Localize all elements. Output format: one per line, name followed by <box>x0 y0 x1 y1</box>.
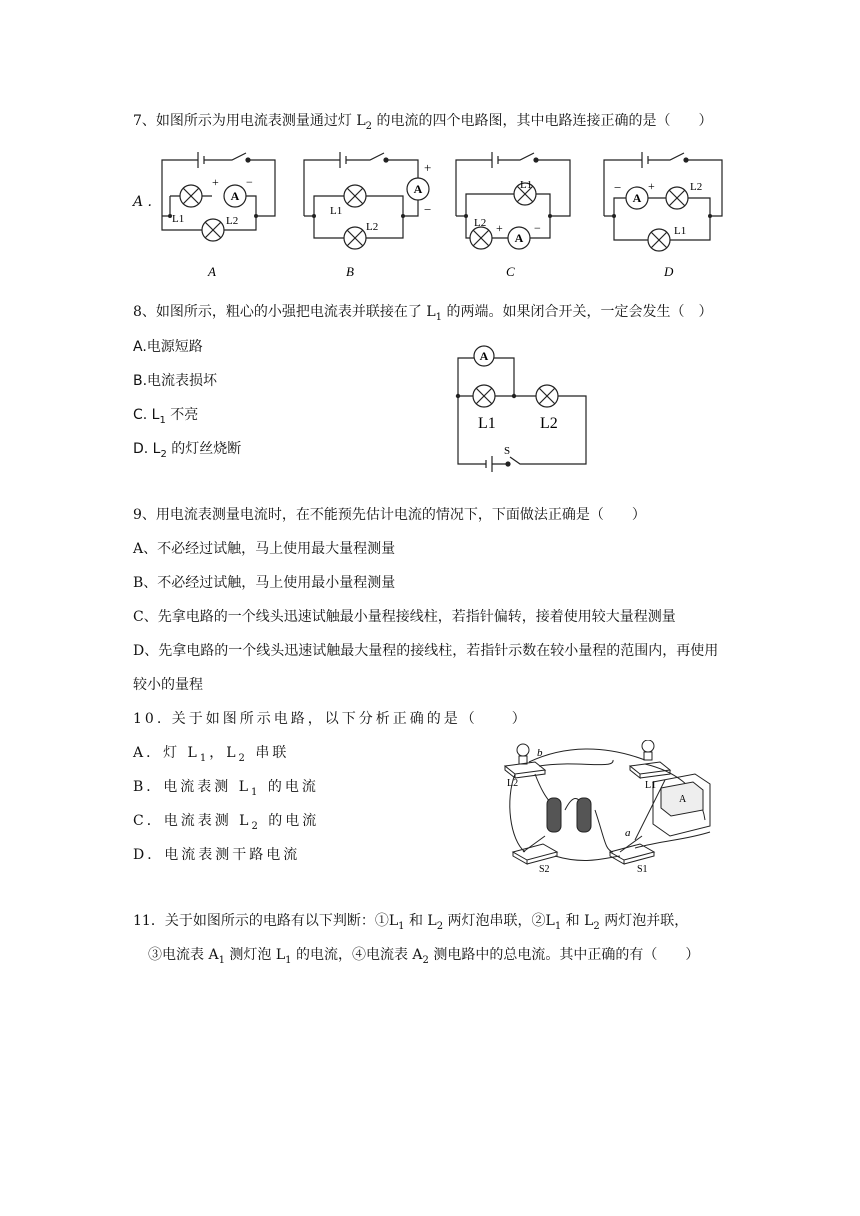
q8-option-d: D. $L_2$ 的灯丝烧断 <box>133 441 242 460</box>
bulb-label-l2: L2 <box>507 778 519 789</box>
ammeter-label: A <box>413 182 423 196</box>
q7-prefix: A . <box>133 194 153 210</box>
q9-option-b: B、不必经过试触，马上使用最小量程测量 <box>133 575 396 591</box>
lamp-label-l1: L1 <box>478 415 496 432</box>
q9-question: 9、用电流表测量电流时，在不能预先估计电流的情况下，下面做法正确是（ ） <box>133 507 646 523</box>
caption-c: C <box>506 264 515 279</box>
q10-option-d: D．电流表测干路电流 <box>133 847 301 863</box>
minus-sign: − <box>246 175 253 189</box>
caption-b: B <box>346 264 354 279</box>
q7-circuit-b <box>298 148 438 280</box>
q10-option-b: B．电流表测 $L_1$ 的电流 <box>133 779 319 798</box>
lamp-label-l2: L2 <box>474 217 487 229</box>
ammeter-label: A <box>514 231 524 245</box>
plus-sign: + <box>496 221 503 235</box>
q10-option-a: A．灯 $L_1$，$L_2$ 串联 <box>133 745 290 764</box>
plus-sign: + <box>212 175 219 189</box>
caption-a: A <box>208 264 216 279</box>
q8-option-c: C. $L_1$ 不亮 <box>133 407 199 426</box>
q9-option-d-cont: 较小的量程 <box>133 677 203 693</box>
lamp-label-l1: L1 <box>172 213 185 225</box>
switch-label-s2: S2 <box>539 864 550 875</box>
q7-question: 7、如图所示为用电流表测量通过灯 $L_2$ 的电流的四个电路图，其中电路连接正确的是（ ） <box>133 113 713 132</box>
lamp-label-l1: L1 <box>520 179 533 191</box>
ammeter-label: A <box>632 191 642 205</box>
q9-option-c: C、先拿电路的一个线头迅速试触最小量程接线柱，若指针偏转，接着使用较大量程测量 <box>133 609 676 625</box>
minus-sign: − <box>534 221 541 235</box>
ammeter-label: A <box>679 794 687 805</box>
q7-circuit-d <box>600 148 730 280</box>
q8-option-a: A.电源短路 <box>133 339 203 355</box>
q8-question: 8、如图所示，粗心的小强把电流表并联接在了 $L_1$ 的两端。如果闭合开关，一定会发生（ ） <box>133 304 713 323</box>
caption-d: D <box>664 264 674 279</box>
q9-option-d: D、先拿电路的一个线头迅速试触最大量程的接线柱，若指针示数在较小量程的范围内，再使用 <box>133 643 719 659</box>
lamp-label-l1: L1 <box>674 225 687 237</box>
terminal-label-b: b <box>537 747 543 759</box>
q8-option-b: B.电流表损坏 <box>133 373 218 389</box>
minus-sign: − <box>614 180 622 195</box>
lamp-label-l2: L2 <box>540 415 558 432</box>
q10-option-c: C．电流表测 $L_2$ 的电流 <box>133 813 320 832</box>
q7-circuit-c <box>452 148 572 280</box>
q9-option-a: A、不必经过试触，马上使用最大量程测量 <box>133 541 396 557</box>
q11-question-line1: 11．关于如图所示的电路有以下判断：$①L_1$ 和 $L_2$ 两灯泡串联，$②L_1$ 和 $L_2$ 两灯泡并联， <box>133 913 689 932</box>
lamp-label-l2: L2 <box>366 221 379 233</box>
lamp-label-l2: L2 <box>226 215 239 227</box>
ammeter-label: A <box>479 349 489 363</box>
switch-label-s1: S1 <box>637 864 648 875</box>
q11-question-line2: ③电流表 $A_1$ 测灯泡 $L_1$ 的电流，④电流表 $A_2$ 测电路中的总电流。其中正确的有（ ） <box>148 947 700 966</box>
q10-question: 10. 关于如图所示电路，以下分析正确的是（ ） <box>133 711 529 727</box>
minus-sign: − <box>424 202 432 217</box>
terminal-label-a: a <box>625 827 631 839</box>
lamp-label-l2: L2 <box>690 181 703 193</box>
bulb-label-l1: L1 <box>645 780 657 791</box>
ammeter-label: A <box>230 189 240 203</box>
q7-circuit-a <box>150 148 280 280</box>
switch-label: S <box>504 445 511 457</box>
lamp-label-l1: L1 <box>330 205 343 217</box>
plus-sign: + <box>424 160 432 175</box>
plus-sign: + <box>648 179 655 193</box>
q10-circuit-picture <box>495 740 720 875</box>
q8-circuit <box>450 338 595 473</box>
